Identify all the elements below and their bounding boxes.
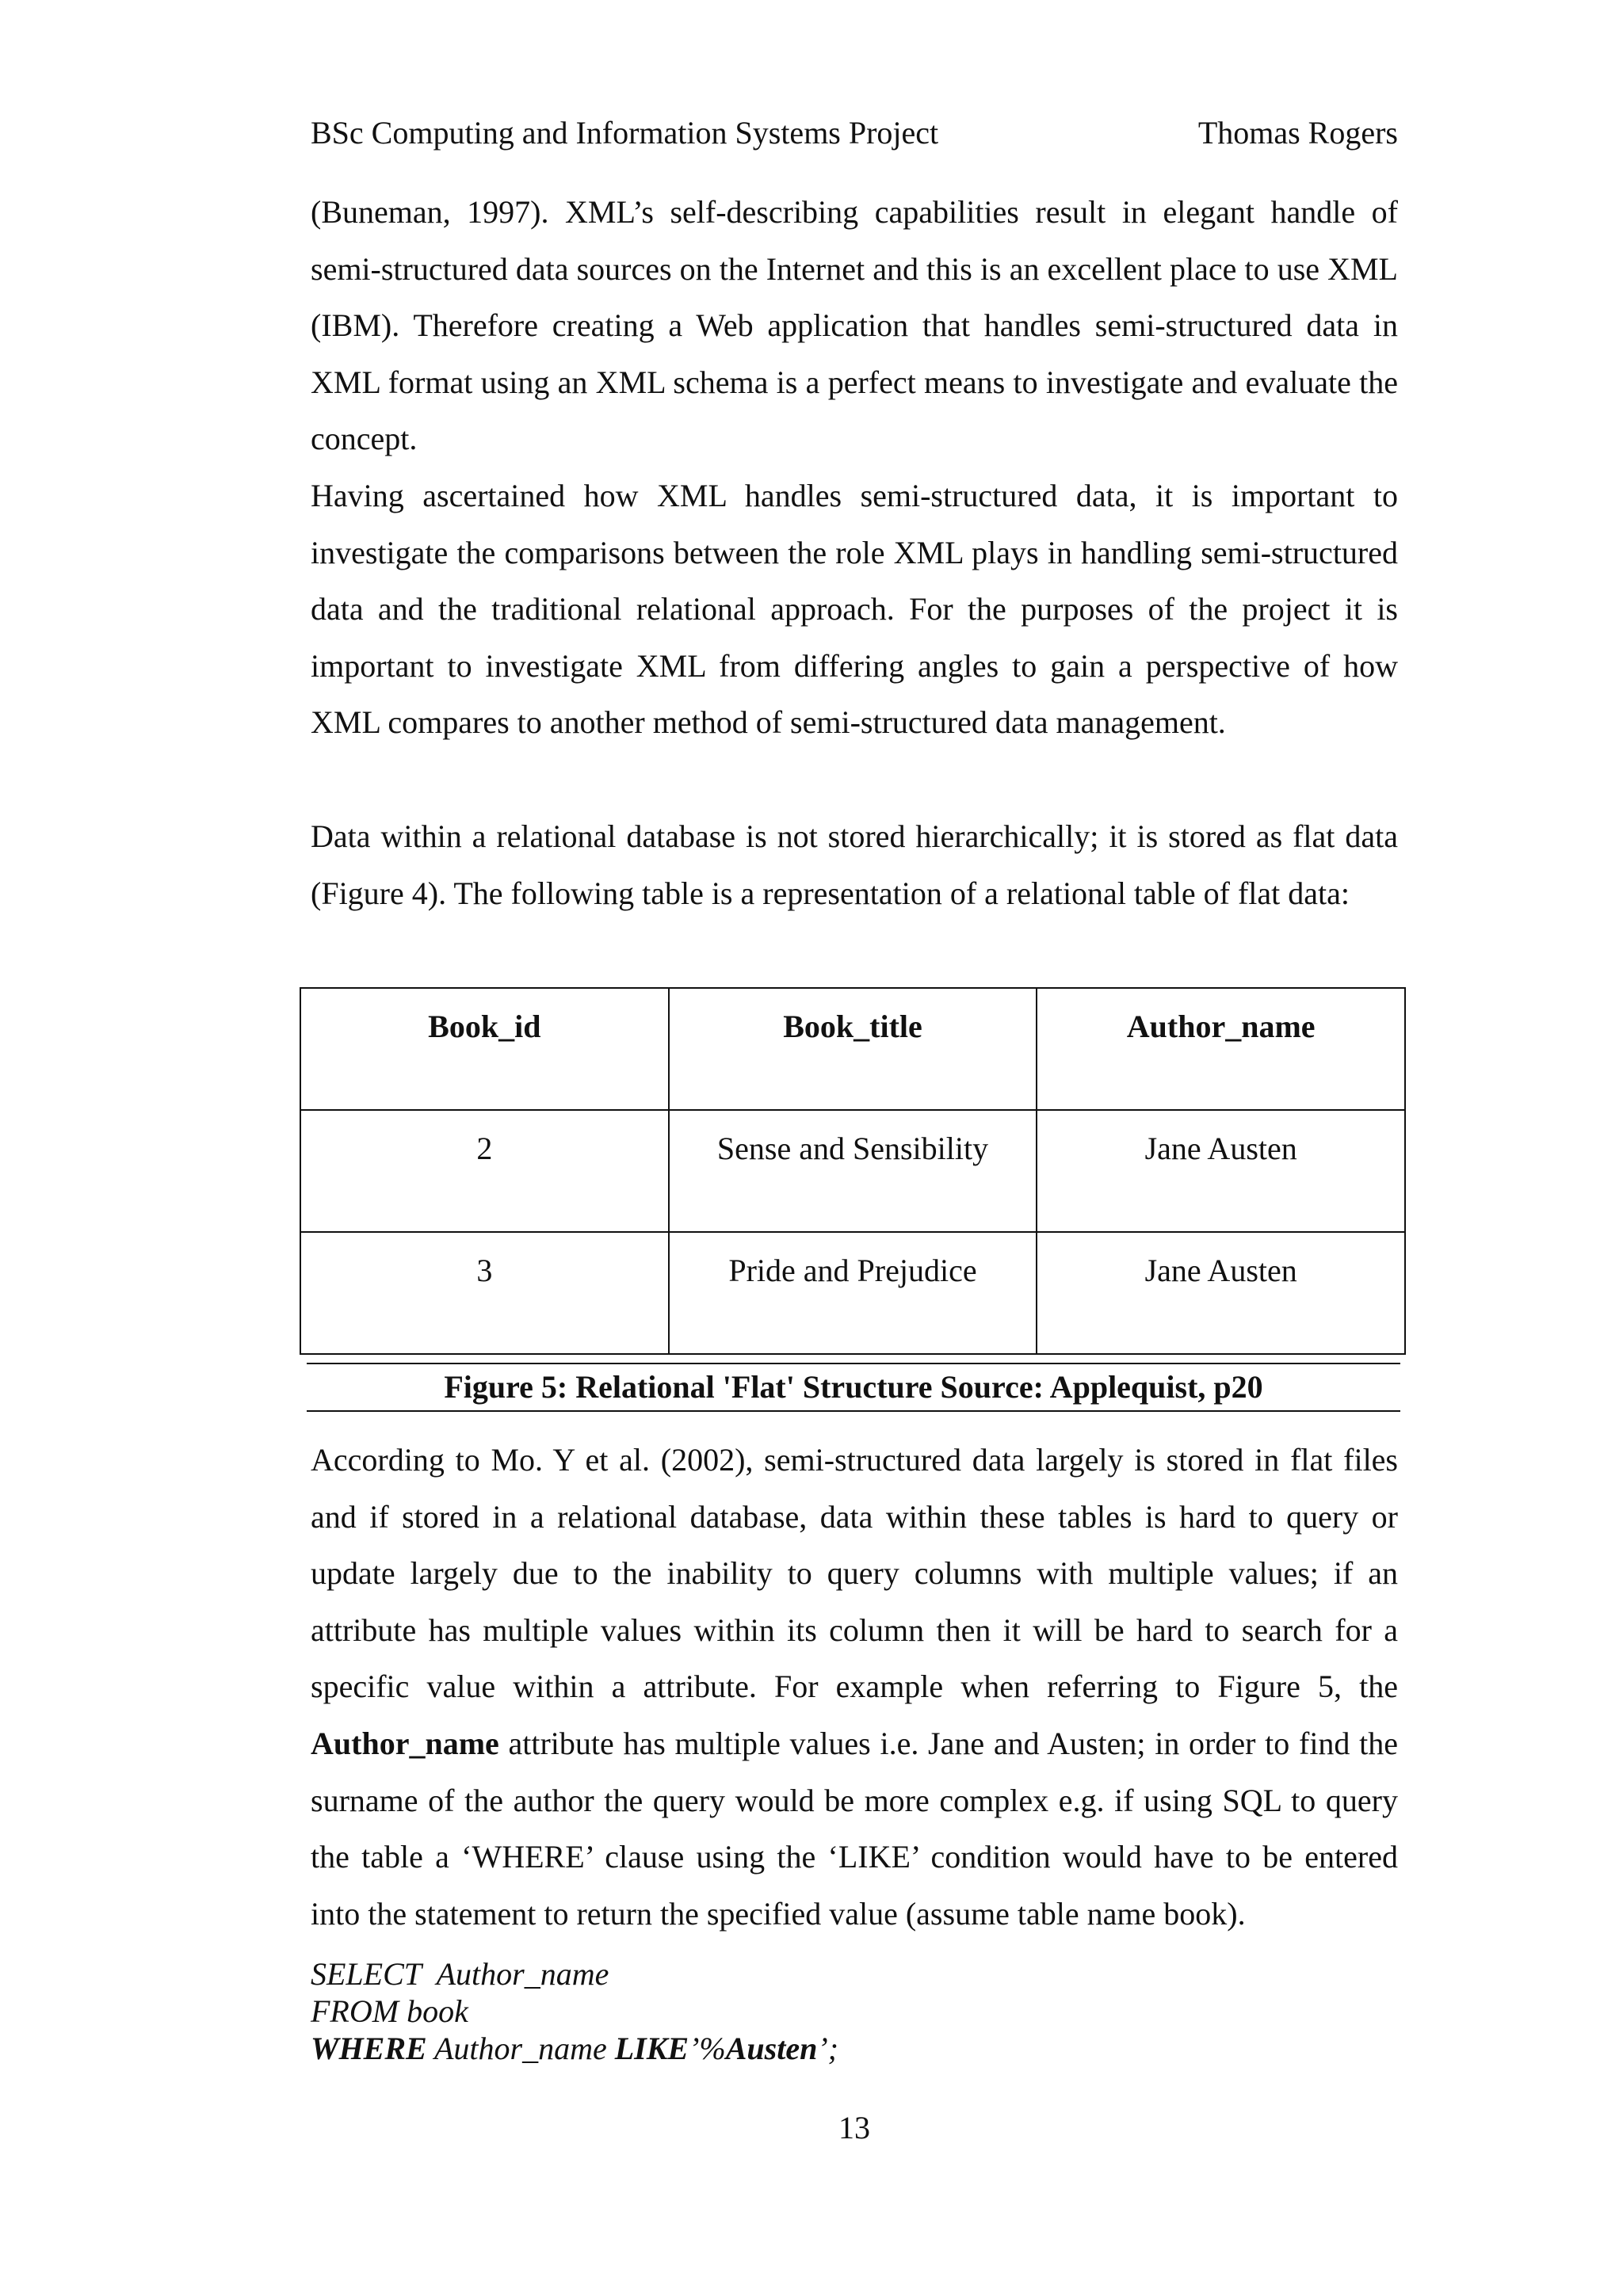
column-header-author-name: Author_name [1037, 988, 1405, 1110]
table-header-row [300, 988, 1405, 1110]
paragraph-text-start: According to Mo. Y et al. (2002), semi-structured data largely is stored in flat files and if stored in a relational database, data within these tables is hard to query or update largely due to the inability to query columns with multiple values; if an attribute has multiple values within its column then it will be hard to search for a specific value within a attribute. For example when referring to Figure 5, the [311, 1442, 1398, 1705]
page-header [311, 109, 1398, 157]
paragraph-xml-self-describing: (Buneman, 1997). XML’s self-describing capabilities result in elegant handle of semi-structured data sources on the Internet and this is an excellent place to use XML (IBM). Therefore creating a Web application that handles semi-structured data in XML format using an XML schema is a perfect means to investigate and evaluate the concept. [311, 194, 1398, 457]
sql-keyword-where: WHERE [311, 2031, 427, 2066]
relational-flat-table [300, 987, 1406, 1355]
table-row [300, 1110, 1405, 1232]
bold-attribute-name: Author_name [311, 1725, 499, 1761]
table-cell-author-name: Jane Austen [1037, 1232, 1405, 1354]
paragraph-multiple-values-query [311, 1432, 1398, 1942]
sql-text: ’; [817, 2031, 838, 2066]
table-cell-book-title: Pride and Prejudice [669, 1232, 1037, 1354]
sql-line-select: SELECT Author_name [311, 1956, 609, 1992]
header-project-title: BSc Computing and Information Systems Project [311, 115, 939, 151]
sql-text: Author_name [426, 2031, 615, 2066]
table-cell-book-id: 3 [300, 1232, 669, 1354]
column-header-book-id: Book_id [300, 988, 669, 1110]
page-number: 13 [838, 2110, 870, 2145]
paragraph-text-end: attribute has multiple values i.e. Jane and Austen; in order to find the surname of the author the query would be more complex e.g. if using SQL to query the table a ‘WHERE’ clause using the ‘LIKE’ condition would have to be entered into the statement to return the specified value (assume table name book). [311, 1725, 1399, 1932]
figure-caption: Figure 5: Relational 'Flat' Structure Source: Applequist, p20 [307, 1363, 1400, 1412]
sql-line-from: FROM book [311, 1993, 468, 2029]
sql-code-block [311, 1955, 1398, 2067]
sql-line-where [311, 2030, 1398, 2067]
table-cell-author-name: Jane Austen [1037, 1110, 1405, 1232]
sql-keyword-like: LIKE [614, 2031, 689, 2066]
sql-text: ’% [689, 2031, 726, 2066]
table-row [300, 1232, 1405, 1354]
paragraph-relational-flat-data: Data within a relational database is not stored hierarchically; it is stored as flat data (Figure 4). The following table is a representation of a relational table of flat data: [311, 818, 1398, 911]
paragraph-xml-vs-relational: Having ascertained how XML handles semi-structured data, it is important to investigate the comparisons between the role XML plays in handling semi-structured data and the traditional relational approach. For the purposes of the project it is important to investigate XML from differing angles to gain a perspective of how XML compares to another method of semi-structured data management. [311, 478, 1398, 741]
sql-value-austen: Austen [725, 2031, 818, 2066]
table-cell-book-id: 2 [300, 1110, 669, 1232]
table-cell-book-title: Sense and Sensibility [669, 1110, 1037, 1232]
header-author-name: Thomas Rogers [1197, 115, 1398, 151]
column-header-book-title: Book_title [669, 988, 1037, 1110]
